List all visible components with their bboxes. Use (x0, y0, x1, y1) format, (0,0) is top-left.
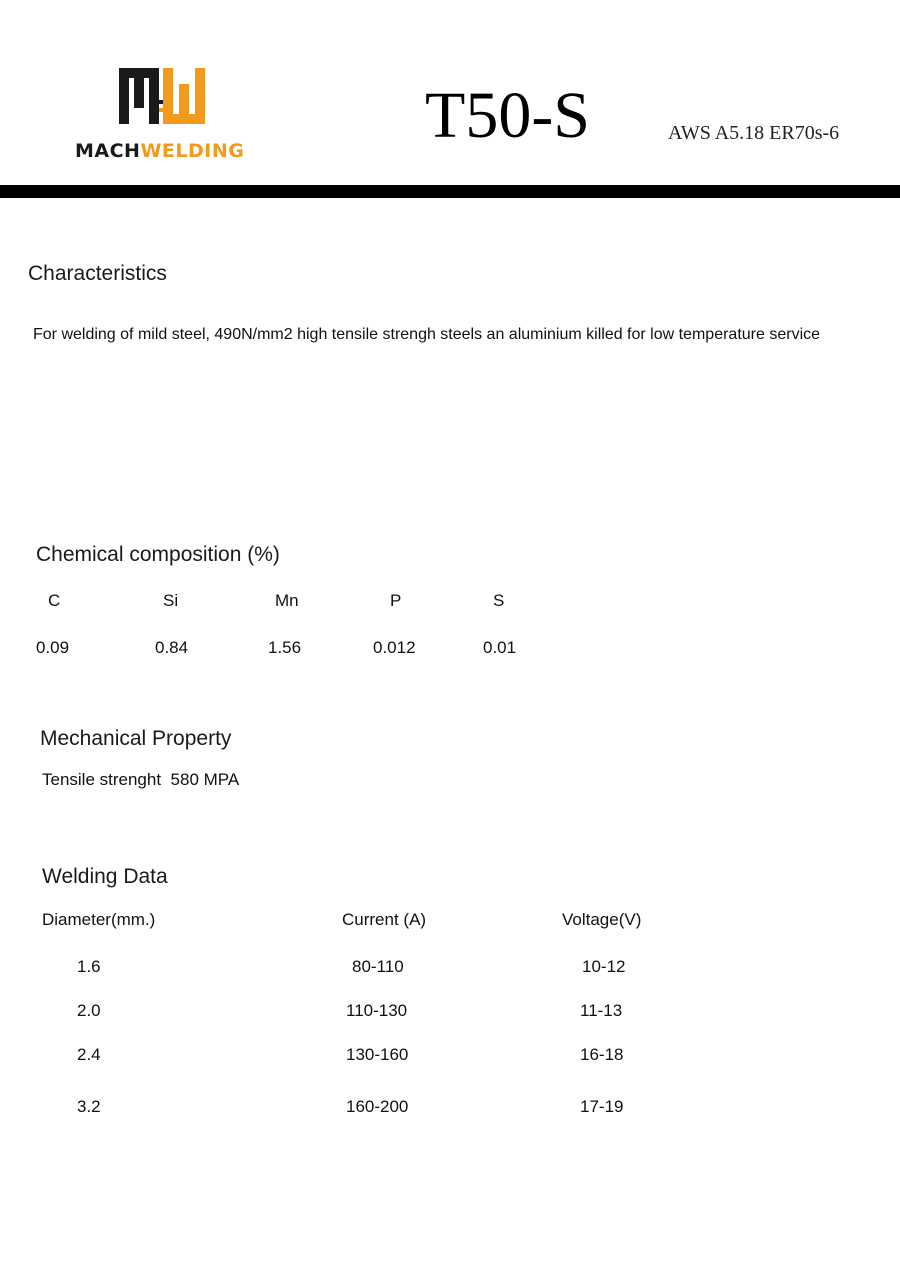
welding-row-3-diameter: 2.4 (77, 1045, 101, 1064)
characteristics-text: For welding of mild steel, 490N/mm2 high tensile strengh steels an aluminium killed for low temperature service (33, 326, 821, 343)
tensile-strength-value: 580 MPA (170, 770, 240, 789)
welding-header-current: Current (A) (342, 910, 427, 929)
welding-row-4-current: 160-200 (346, 1097, 409, 1116)
chem-header-p: P (390, 591, 402, 610)
chem-header-s: S (493, 591, 505, 610)
chem-value-c: 0.09 (36, 638, 70, 657)
chem-value-s: 0.01 (483, 638, 517, 657)
welding-row-2-diameter: 2.0 (77, 1001, 101, 1020)
welding-row-2-voltage: 11-13 (580, 1001, 623, 1020)
tensile-strength-label: Tensile strenght (42, 770, 162, 789)
mechanical-property-title: Mechanical Property (40, 727, 232, 750)
welding-row-1-diameter: 1.6 (77, 957, 101, 976)
chem-value-p: 0.012 (373, 638, 416, 657)
welding-row-4-voltage: 17-19 (580, 1097, 624, 1116)
welding-row-1-voltage: 10-12 (582, 957, 626, 976)
chemical-composition-title: Chemical composition (%) (36, 543, 280, 566)
chem-header-mn: Mn (275, 591, 299, 610)
logo-wordmark (75, 140, 244, 162)
chem-value-mn: 1.56 (268, 638, 302, 657)
welding-row-4-diameter: 3.2 (77, 1097, 101, 1116)
logo-text-welding: WELDING (140, 140, 245, 162)
standard-classification: AWS A5.18 ER70s-6 (668, 122, 840, 144)
welding-header-diameter: Diameter(mm.) (42, 910, 156, 929)
header-divider (0, 185, 900, 198)
welding-header-voltage: Voltage(V) (562, 910, 642, 929)
product-title: T50-S (425, 79, 590, 152)
chem-value-si: 0.84 (155, 638, 189, 657)
logo-text-mach: MACH (75, 140, 141, 162)
welding-row-1-current: 80-110 (352, 957, 404, 976)
welding-row-2-current: 110-130 (346, 1001, 408, 1020)
chem-header-si: Si (163, 591, 179, 610)
company-logo (75, 68, 265, 168)
welding-data-title: Welding Data (42, 865, 168, 888)
chem-header-c: C (48, 591, 61, 610)
welding-row-3-voltage: 16-18 (580, 1045, 624, 1064)
welding-row-3-current: 130-160 (346, 1045, 409, 1064)
tensile-strength (42, 770, 239, 790)
characteristics-title: Characteristics (28, 262, 167, 285)
machwelding-logo-icon (119, 68, 215, 124)
